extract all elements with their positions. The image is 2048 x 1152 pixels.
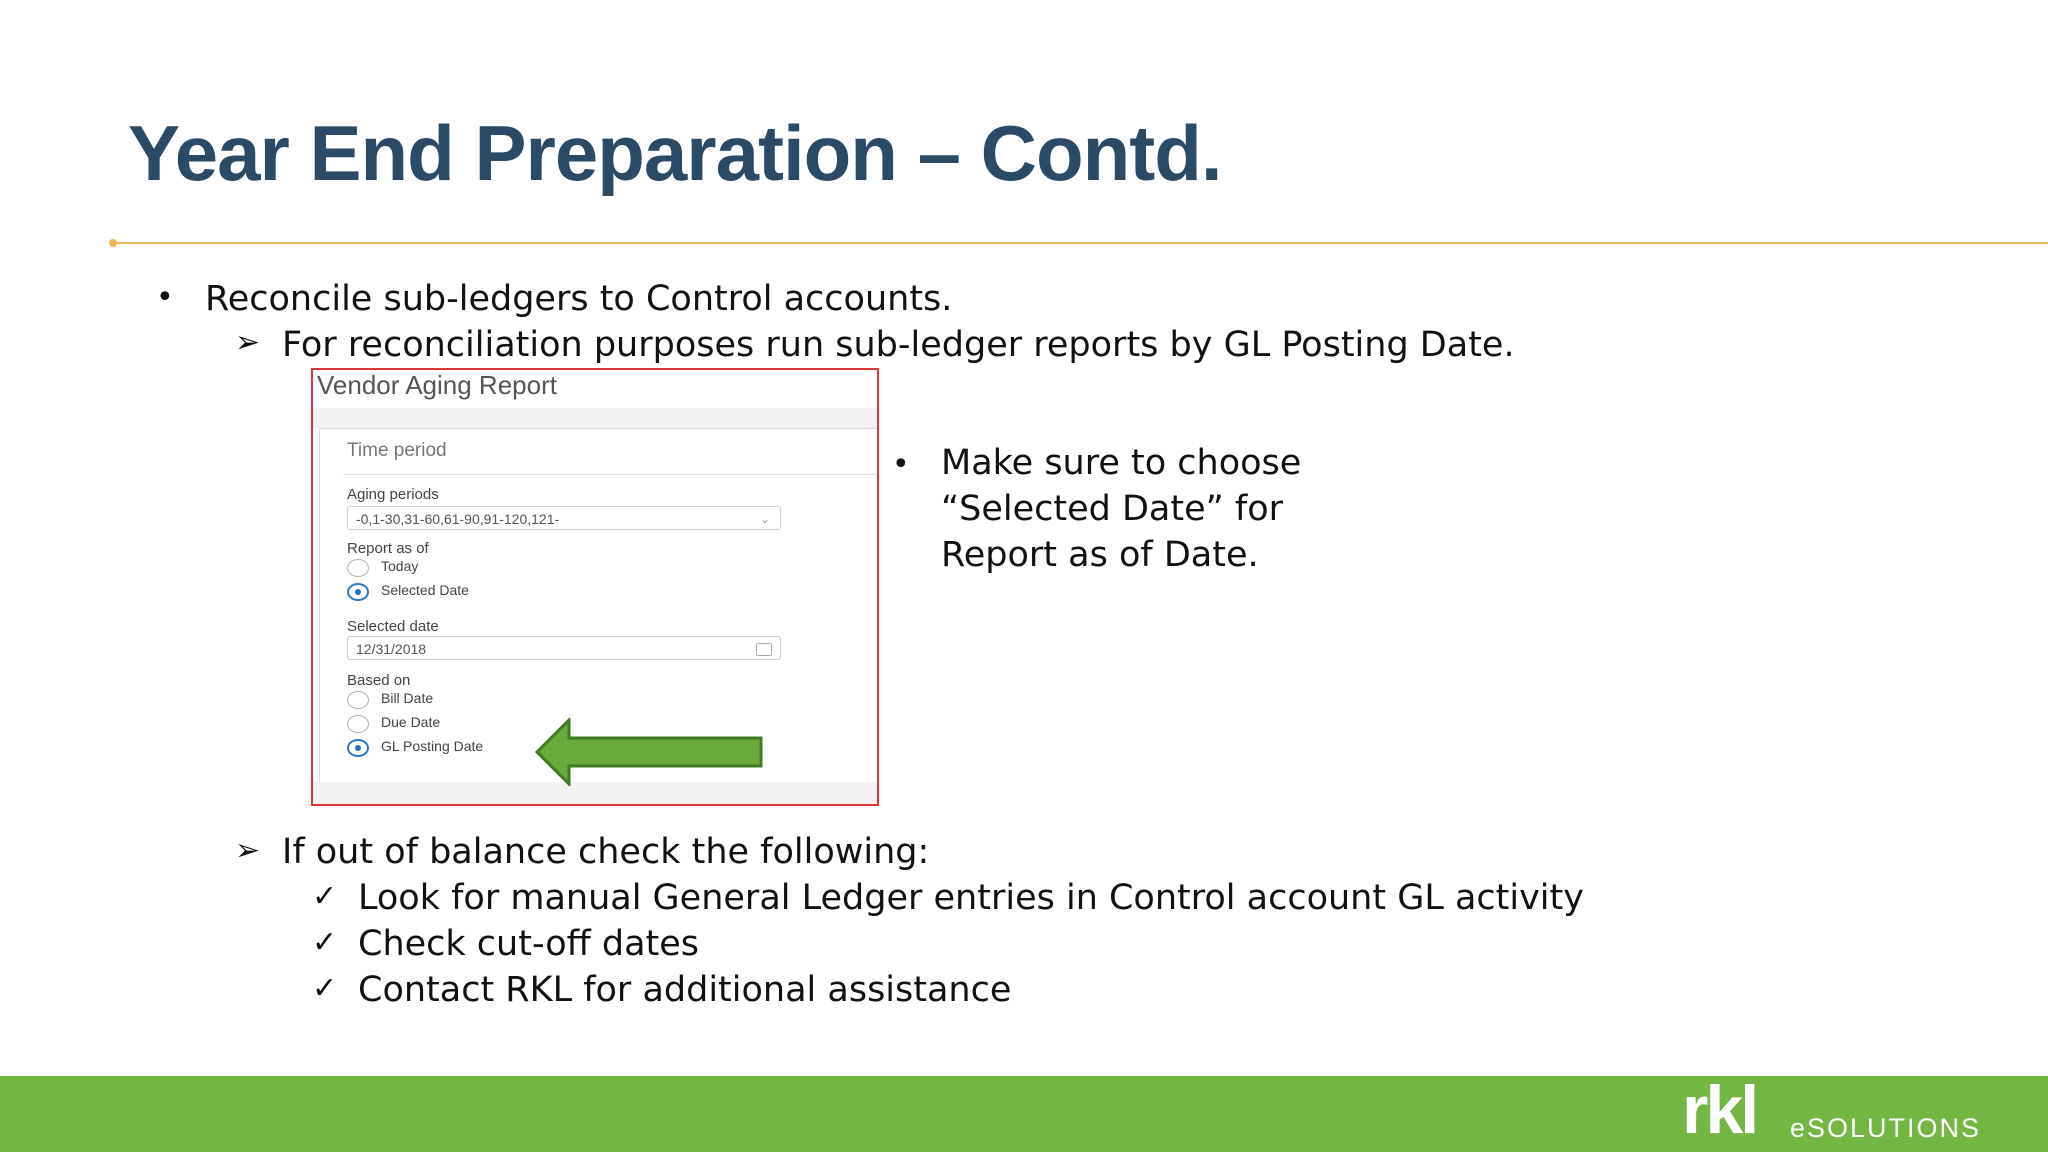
title-rule bbox=[113, 242, 2048, 244]
vendor-aging-report-screenshot bbox=[311, 368, 879, 806]
radio-due-date[interactable] bbox=[347, 715, 369, 733]
time-period-heading: Time period bbox=[347, 440, 447, 461]
radio-today[interactable] bbox=[347, 559, 369, 577]
sub-bullet-arrow-icon: ➢ bbox=[235, 833, 261, 868]
radio-bill-date[interactable] bbox=[347, 691, 369, 709]
bullet-reconcile: Reconcile sub-ledgers to Control accounts. bbox=[205, 279, 953, 319]
pointer-arrow-icon bbox=[535, 718, 765, 786]
aging-periods-select[interactable] bbox=[347, 506, 781, 530]
check-item: Contact RKL for additional assistance bbox=[358, 970, 1012, 1010]
chevron-down-icon: ⌄ bbox=[759, 512, 770, 526]
bullet-marker: • bbox=[156, 280, 174, 315]
aging-periods-label: Aging periods bbox=[347, 486, 439, 503]
check-item: Check cut-off dates bbox=[358, 924, 700, 964]
check-icon: ✓ bbox=[312, 971, 338, 1006]
report-header-band bbox=[313, 408, 877, 428]
sub-bullet-reconciliation: For reconciliation purposes run sub-ledger reports by GL Posting Date. bbox=[282, 325, 1515, 365]
selected-date-input[interactable] bbox=[347, 636, 781, 660]
slide-title: Year End Preparation – Contd. bbox=[128, 109, 1222, 197]
esolutions-logo-text: eSOLUTIONS bbox=[1790, 1113, 1982, 1143]
option-gl-posting-date-label: GL Posting Date bbox=[381, 738, 484, 754]
based-on-label: Based on bbox=[347, 672, 411, 689]
option-bill-date-label: Bill Date bbox=[381, 690, 434, 706]
option-today-label: Today bbox=[381, 558, 419, 574]
option-selected-date-label: Selected Date bbox=[381, 582, 469, 598]
note-bullet-marker: • bbox=[892, 447, 910, 482]
selected-date-value: 12/31/2018 bbox=[356, 641, 427, 657]
section-divider bbox=[343, 474, 879, 475]
note-line-3: Report as of Date. bbox=[941, 535, 1259, 575]
calendar-icon[interactable] bbox=[756, 643, 772, 656]
aging-periods-value: -0,1-30,31-60,61-90,91-120,121- bbox=[356, 511, 560, 527]
radio-selected-date[interactable] bbox=[347, 583, 369, 601]
option-due-date-label: Due Date bbox=[381, 714, 441, 730]
report-as-of-label: Report as of bbox=[347, 540, 429, 557]
selected-date-label: Selected date bbox=[347, 618, 439, 635]
note-line-1: Make sure to choose bbox=[941, 443, 1302, 483]
check-icon: ✓ bbox=[312, 879, 338, 914]
note-line-2: “Selected Date” for bbox=[941, 489, 1284, 529]
sub-bullet-arrow-icon: ➢ bbox=[235, 325, 261, 360]
radio-gl-posting-date[interactable] bbox=[347, 739, 369, 757]
sub-bullet-out-of-balance: If out of balance check the following: bbox=[282, 832, 930, 872]
check-icon: ✓ bbox=[312, 925, 338, 960]
rkl-logo: rkl bbox=[1682, 1072, 1757, 1148]
check-item: Look for manual General Ledger entries in Control account GL activity bbox=[358, 878, 1584, 918]
report-title: Vendor Aging Report bbox=[317, 370, 557, 400]
